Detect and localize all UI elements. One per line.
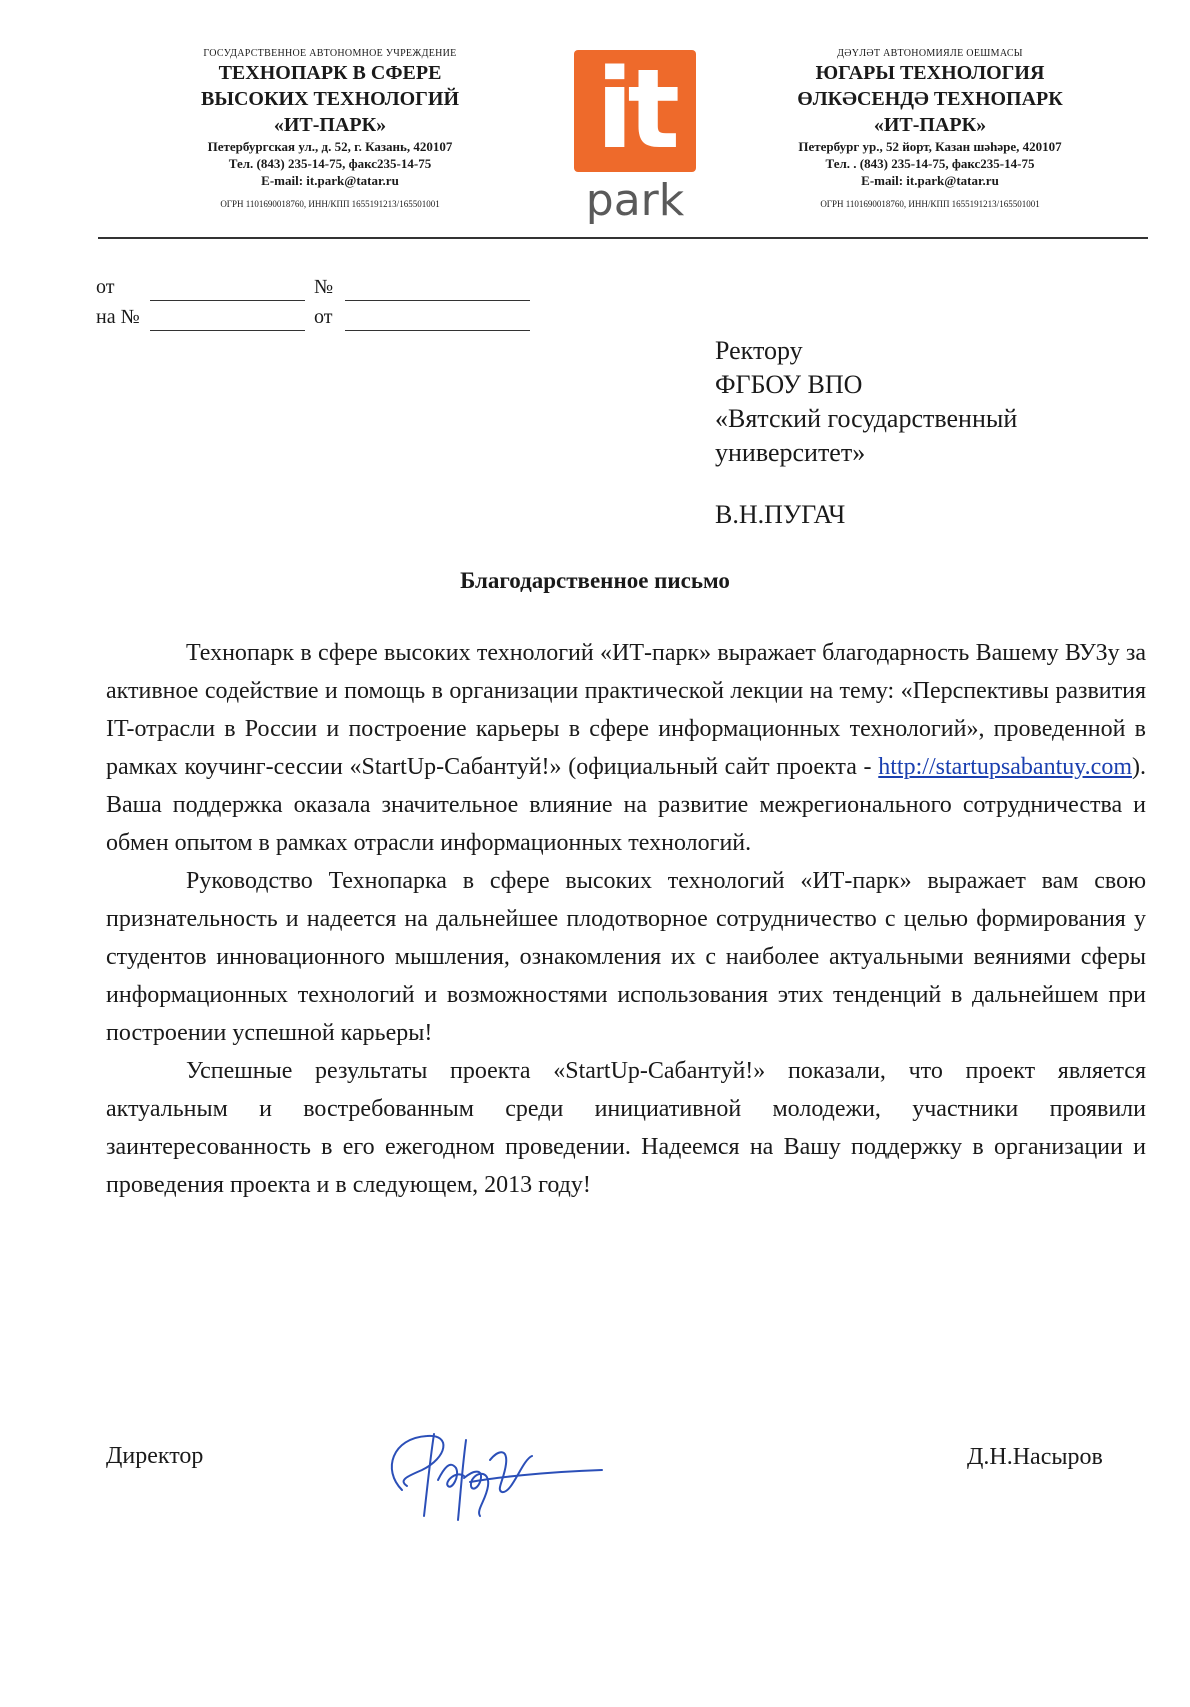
header-divider <box>98 237 1148 239</box>
it-park-logo <box>574 45 696 228</box>
paragraph-3: Успешные результаты проекта «StartUp-Сабантуй!» показали, что проект является актуальным и востребованным среди инициативной молодежи, участники проявили заинтересованность в его ежегодном проведении. Надеемся на Вашу поддержку в организации и проведения проекта и в следующем, 2013 году! <box>106 1058 1146 1198</box>
reg-ref-line <box>150 330 305 331</box>
p1-text-end: ). Ваша поддержка оказала значительное влияние на развитие межрегионального сотрудничества и обмен опытом в рамках отрасли информационных технологий. <box>106 754 1146 856</box>
paragraph-1 <box>106 634 1146 862</box>
project-site-link[interactable]: http://startupsabantuy.com <box>878 754 1132 780</box>
org-name-line2: ВЫСОКИХ ТЕХНОЛОГИЙ <box>200 88 460 110</box>
org-name-line3: «ИТ-ПАРК» <box>273 114 387 136</box>
header-left <box>160 48 500 210</box>
addressee-line: ФГБОУ ВПО <box>715 370 863 399</box>
org-address-tat: Петербург ур., 52 йорт, Казан шәһәре, 420107 <box>798 139 1062 154</box>
reg-from-line <box>150 300 305 301</box>
logo-it-text: it <box>595 45 675 173</box>
addressee-block <box>715 334 1135 470</box>
signer-name: Д.Н.Насыров <box>967 1444 1103 1470</box>
p1-text: Технопарк в сфере высоких технологий «ИТ-парк» выражает благодарность Вашему ВУЗу за активное содействие и помощь в организации практической лекции на тему: «Перспективы развития IT-отрасли в России и построение карьеры в сфере информационных технологий», проведенной в рамках коучинг-сессии «StartUp-Сабантуй!» (официальный сайт проекта - <box>106 640 1146 780</box>
reg-ref-from-label: от <box>314 306 333 328</box>
org-name-tat-line1: ЮГАРЫ ТЕХНОЛОГИЯ <box>815 62 1045 84</box>
org-phone-tat: Тел. . (843) 235-14-75, факс235-14-75 <box>825 156 1035 171</box>
recipient-name: В.Н.ПУГАЧ <box>715 500 846 529</box>
org-name-line1: ТЕХНОПАРК В СФЕРЕ <box>218 62 442 84</box>
org-address: Петербургская ул., д. 52, г. Казань, 420107 <box>207 139 453 154</box>
org-email-tat: E-mail: it.park@tatar.ru <box>861 173 999 188</box>
signer-position: Директор <box>106 1443 204 1469</box>
org-phone: Тел. (843) 235-14-75, факс235-14-75 <box>228 156 432 171</box>
letter-body <box>106 634 1146 1204</box>
org-type: ГОСУДАРСТВЕННОЕ АВТОНОМНОЕ УЧРЕЖДЕНИЕ <box>203 48 457 59</box>
reg-from-label: от <box>96 276 115 298</box>
reg-ref-from-line <box>345 330 530 331</box>
org-ogrn: ОГРН 1101690018760, ИНН/КПП 1655191213/165501001 <box>220 199 440 209</box>
org-type-tat: ДӘҮЛӘТ АВТОНОМИЯЛЕ ОЕШМАСЫ <box>837 48 1023 59</box>
logo-park-text: park <box>585 175 685 226</box>
handwritten-signature <box>372 1420 632 1530</box>
addressee-line: университет» <box>715 438 866 467</box>
reg-number-line <box>345 300 530 301</box>
org-email: E-mail: it.park@tatar.ru <box>261 173 399 188</box>
addressee-line: «Вятский государственный <box>715 404 1018 433</box>
addressee-line: Ректору <box>715 336 803 365</box>
header-right <box>745 48 1115 210</box>
org-name-tat-line2: ӨЛКӘСЕНДӘ ТЕХНОПАРК <box>797 88 1063 110</box>
org-name-tat-line3: «ИТ-ПАРК» <box>873 114 987 136</box>
reg-number-label: № <box>314 276 334 298</box>
paragraph-2: Руководство Технопарка в сфере высоких технологий «ИТ-парк» выражает вам свою признательность и надеется на дальнейшее плодотворное сотрудничество с целью формирования у студентов инновационного мышления, ознакомления их с наиболее актуальными веяниями сферы информационных технологий и возможностями использования этих тенденций в дальнейшем при построении успешной карьеры! <box>106 868 1146 1046</box>
letter-title: Благодарственное письмо <box>460 568 730 593</box>
org-ogrn-tat: ОГРН 1101690018760, ИНН/КПП 1655191213/165501001 <box>820 199 1040 209</box>
reg-ref-label: на № <box>96 306 140 328</box>
